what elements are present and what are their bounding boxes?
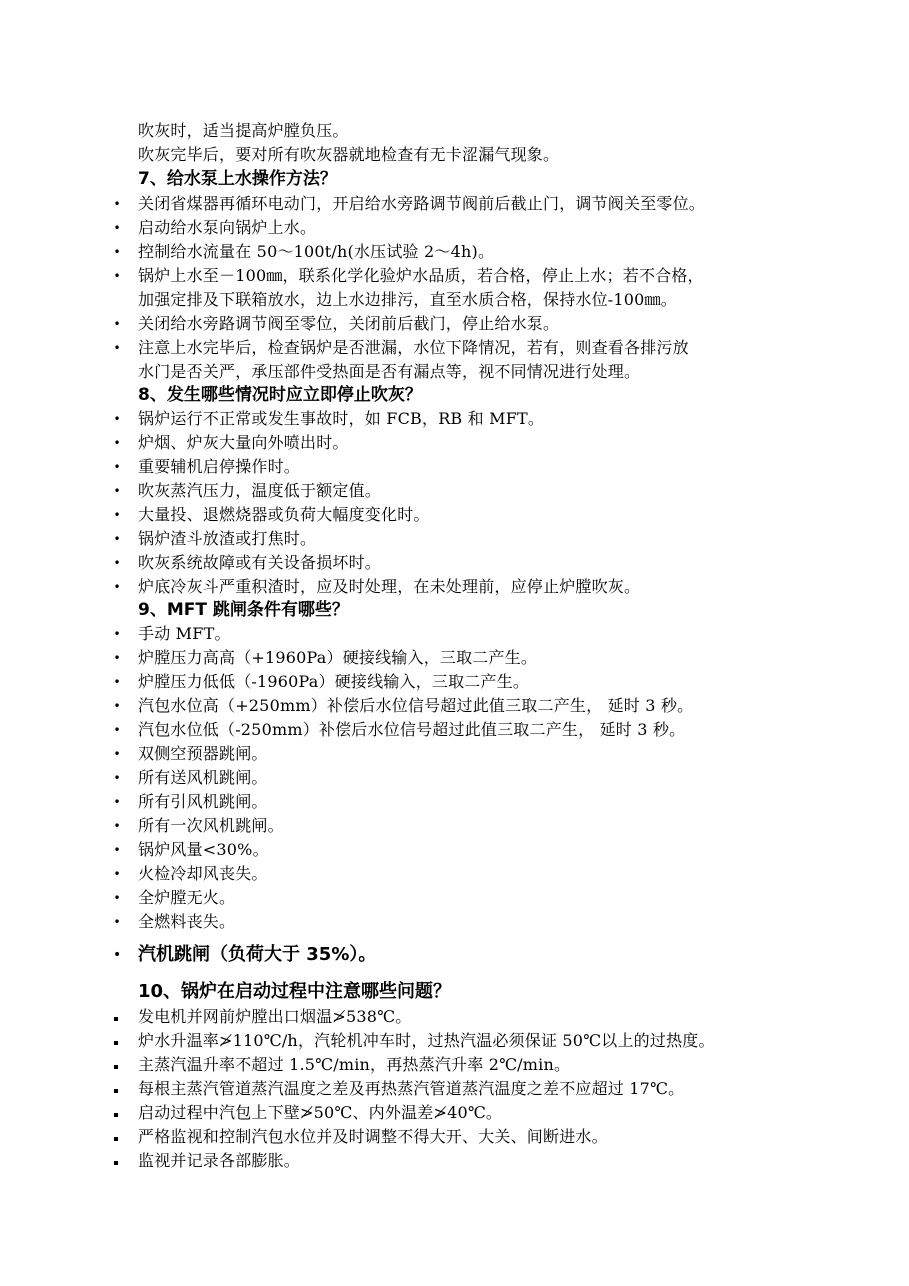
bullet-dot-icon: •	[113, 747, 121, 761]
bullet-dot-icon: •	[113, 723, 121, 737]
list-item: 大量投、退燃烧器或负荷大幅度变化时。	[138, 505, 430, 524]
list-item: 汽包水位高（+250mm）补偿后水位信号超过此值三取二产生， 延时 3 秒。	[138, 696, 694, 715]
bullet-dot-icon: •	[113, 699, 121, 713]
bullet-dot-icon: •	[113, 843, 121, 857]
list-item: 炉膛压力高高（+1960Pa）硬接线输入，三取二产生。	[138, 648, 538, 667]
section-8-heading: 8、发生哪些情况时应立即停止吹灰？	[138, 385, 422, 405]
bullet-dot-icon: •	[113, 771, 121, 785]
list-item-continuation: 水门是否关严，承压部件受热面是否有漏点等，视不同情况进行处理。	[138, 362, 641, 381]
list-item-emphasized: 汽机跳闸（负荷大于 35%）。	[138, 944, 377, 965]
bullet-dot-icon: •	[113, 436, 121, 450]
bullet-dot-icon: •	[113, 197, 121, 211]
bullet-dot-icon: •	[113, 675, 121, 689]
list-item: 所有送风机跳闸。	[138, 768, 268, 787]
list-item: 吹灰蒸汽压力，温度低于额定值。	[138, 481, 382, 500]
bullet-dot-icon: •	[113, 460, 121, 474]
list-item: 所有一次风机跳闸。	[138, 816, 284, 835]
list-item: 重要辅机启停操作时。	[138, 457, 301, 476]
bullet-dot-icon: •	[113, 556, 121, 570]
list-item: 吹灰系统故障或有关设备损坏时。	[138, 553, 382, 572]
list-item: 炉烟、炉灰大量向外喷出时。	[138, 433, 349, 452]
section-10-heading: 10、锅炉在启动过程中注意哪些问题？	[138, 981, 452, 1002]
list-item: 主蒸汽温升率不超过 1.5℃/min，再热蒸汽升率 2℃/min。	[138, 1055, 571, 1074]
bullet-dot-icon: •	[113, 580, 121, 594]
intro-line: 吹灰完毕后，要对所有吹灰器就地检查有无卡涩漏气现象。	[138, 145, 560, 164]
bullet-dot-icon: •	[113, 221, 121, 235]
bullet-square-icon	[114, 1089, 118, 1093]
bullet-dot-icon: •	[113, 795, 121, 809]
list-item: 启动给水泵向锅炉上水。	[138, 218, 317, 237]
intro-line: 吹灰时，适当提高炉膛负压。	[138, 121, 349, 140]
bullet-square-icon	[114, 1161, 118, 1165]
bullet-square-icon	[114, 1041, 118, 1045]
bullet-dot-icon: •	[113, 484, 121, 498]
list-item: 每根主蒸汽管道蒸汽温度之差及再热蒸汽管道蒸汽温度之差不应超过 17℃。	[138, 1079, 685, 1098]
list-item: 锅炉风量<30%。	[138, 840, 269, 859]
bullet-dot-icon: •	[113, 317, 121, 331]
bullet-dot-icon: •	[113, 245, 121, 259]
list-item: 锅炉渣斗放渣或打焦时。	[138, 529, 317, 548]
bullet-dot-icon: •	[113, 915, 121, 929]
bullet-dot-icon: •	[113, 532, 121, 546]
bullet-dot-icon: •	[113, 891, 121, 905]
bullet-dot-icon: •	[113, 412, 121, 426]
list-item: 手动 MFT。	[138, 624, 231, 643]
bullet-dot-icon: •	[113, 508, 121, 522]
bullet-dot-icon: •	[113, 867, 121, 881]
list-item: 汽包水位低（-250mm）补偿后水位信号超过此值三取二产生， 延时 3 秒。	[138, 720, 686, 739]
bullet-dot-icon: •	[113, 947, 122, 963]
bullet-dot-icon: •	[113, 627, 121, 641]
list-item: 监视并记录各部膨胀。	[138, 1151, 301, 1170]
section-7-heading: 7、给水泵上水操作方法？	[138, 169, 337, 189]
section-9-heading: 9、MFT 跳闸条件有哪些？	[138, 600, 349, 620]
list-item: 全燃料丧失。	[138, 912, 236, 931]
list-item: 关闭省煤器再循环电动门，开启给水旁路调节阀前后截止门，调节阀关至零位。	[138, 194, 706, 213]
list-item: 关闭给水旁路调节阀至零位，关闭前后截门，停止给水泵。	[138, 314, 560, 333]
list-item-continuation: 加强定排及下联箱放水，边上水边排污，直至水质合格，保持水位-100㎜。	[138, 290, 677, 309]
bullet-dot-icon: •	[113, 269, 121, 283]
list-item: 所有引风机跳闸。	[138, 792, 268, 811]
list-item: 双侧空预器跳闸。	[138, 744, 268, 763]
list-item: 启动过程中汽包上下壁≯50℃、内外温差≯40℃。	[138, 1103, 503, 1122]
list-item: 炉底冷灰斗严重积渣时，应及时处理，在未处理前，应停止炉膛吹灰。	[138, 577, 641, 596]
bullet-dot-icon: •	[113, 651, 121, 665]
list-item: 炉水升温率≯110℃/h，汽轮机冲车时，过热汽温必须保证 50℃以上的过热度。	[138, 1031, 715, 1050]
bullet-square-icon	[114, 1065, 118, 1069]
list-item: 严格监视和控制汽包水位并及时调整不得大开、大关、间断进水。	[138, 1127, 608, 1146]
list-item: 控制给水流量在 50～100t/h(水压试验 2～4h)。	[138, 242, 495, 261]
list-item: 全炉膛无火。	[138, 888, 236, 907]
bullet-square-icon	[114, 1137, 118, 1141]
list-item: 发电机并网前炉膛出口烟温≯538℃。	[138, 1007, 412, 1026]
bullet-dot-icon: •	[113, 819, 121, 833]
list-item: 炉膛压力低低（-1960Pa）硬接线输入，三取二产生。	[138, 672, 530, 691]
list-item: 锅炉上水至－100㎜，联系化学化验炉水品质，若合格，停止上水；若不合格，	[138, 266, 704, 285]
list-item: 注意上水完毕后，检查锅炉是否泄漏，水位下降情况，若有，则查看各排污放	[138, 338, 689, 357]
bullet-dot-icon: •	[113, 341, 121, 355]
bullet-square-icon	[114, 1113, 118, 1117]
list-item: 锅炉运行不正常或发生事故时，如 FCB，RB 和 MFT。	[138, 409, 545, 428]
bullet-square-icon	[114, 1017, 118, 1021]
list-item: 火检冷却风丧失。	[138, 864, 268, 883]
